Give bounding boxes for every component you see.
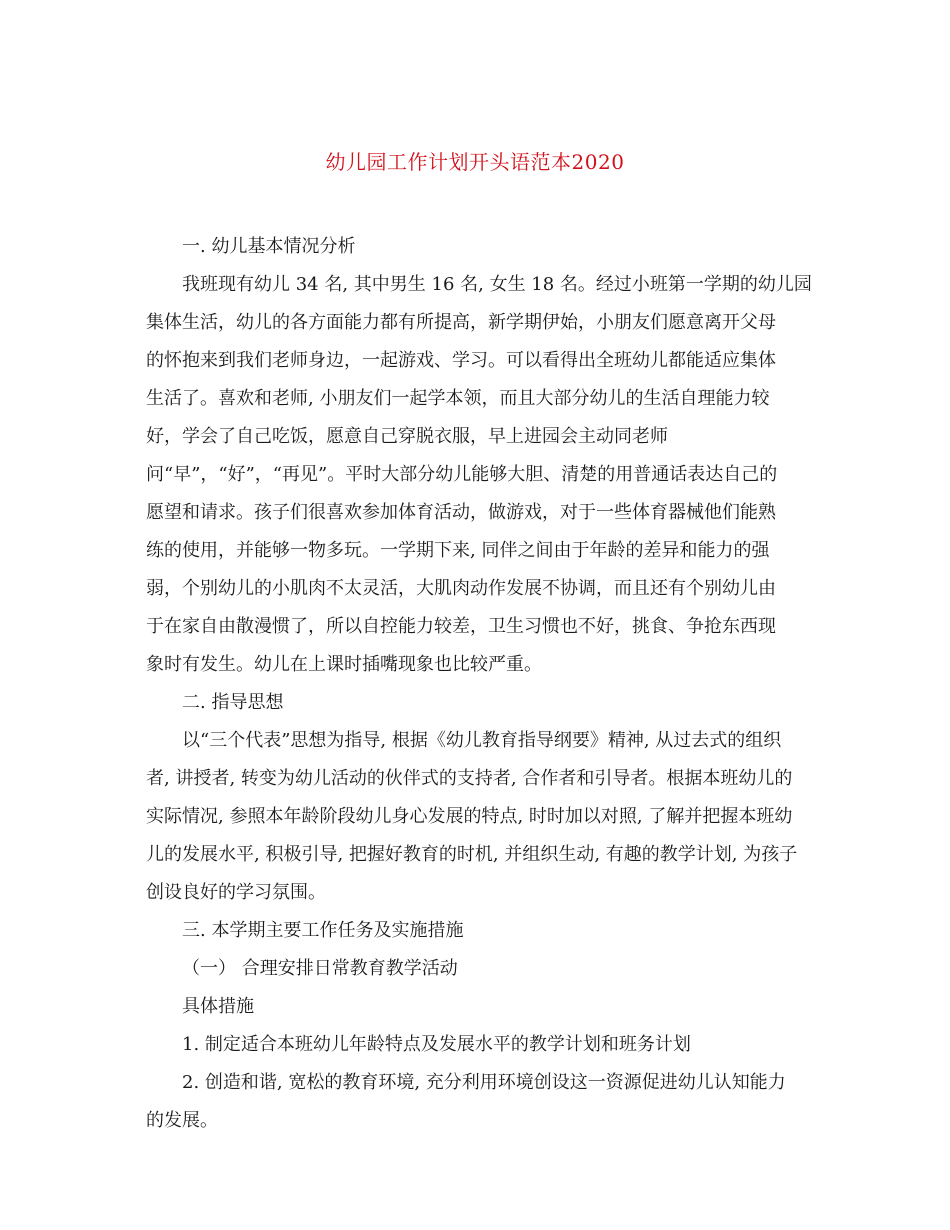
- paragraph-line: 以“三个代表”思想为指导, 根据《幼儿教育指导纲要》精神, 从过去式的组织: [182, 730, 782, 751]
- measure-item: 1. 制定适合本班幼儿年龄特点及发展水平的教学计划和班务计划: [182, 1034, 691, 1055]
- measure-item: 2. 创造和谐, 宽松的教育环境, 充分利用环境创设这一资源促进幼儿认知能力: [182, 1072, 786, 1093]
- paragraph-line: 创设良好的学习氛围。: [146, 882, 326, 903]
- section-heading-3: 三. 本学期主要工作任务及实施措施: [182, 920, 464, 941]
- paragraph-line: 象时有发生。幼儿在上课时插嘴现象也比较严重。: [146, 654, 542, 675]
- paragraph-line: 练的使用，并能够一物多玩。一学期下来, 同伴之间由于年龄的差异和能力的强: [146, 540, 770, 561]
- paragraph-line: 实际情况, 参照本年龄阶段幼儿身心发展的特点, 时时加以对照, 了解并把握本班幼: [146, 806, 793, 827]
- paragraph-line: 集体生活，幼儿的各方面能力都有所提高，新学期伊始，小朋友们愿意离开父母: [146, 312, 776, 333]
- paragraph-line: 问“早”，“好”，“再见”。平时大部分幼儿能够大胆、清楚的用普通话表达自己的: [146, 464, 778, 485]
- measures-label: 具体措施: [182, 996, 254, 1017]
- paragraph-line: 好，学会了自己吃饭，愿意自己穿脱衣服，早上进园会主动同老师: [146, 426, 668, 447]
- paragraph-line: 者, 讲授者, 转变为幼儿活动的伙伴式的支持者, 合作者和引导者。根据本班幼儿的: [146, 768, 793, 789]
- sub-heading: （一） 合理安排日常教育教学活动: [182, 958, 458, 979]
- document-title: 幼儿园工作计划开头语范本2020: [325, 150, 625, 174]
- paragraph-line: 于在家自由散漫惯了，所以自控能力较差，卫生习惯也不好，挑食、争抢东西现: [146, 616, 776, 637]
- paragraph-line: 儿的发展水平, 积极引导, 把握好教育的时机, 并组织生动, 有趣的教学计划, 为孩子: [146, 844, 798, 865]
- paragraph-line: 的怀抱来到我们老师身边，一起游戏、学习。可以看得出全班幼儿都能适应集体: [146, 350, 776, 371]
- section-heading-2: 二. 指导思想: [182, 692, 284, 713]
- document-body: [146, 232, 812, 1135]
- paragraph-line: 生活了。喜欢和老师, 小朋友们一起学本领，而且大部分幼儿的生活自理能力较: [146, 388, 770, 409]
- measure-item-continuation: 的发展。: [146, 1110, 218, 1131]
- paragraph-line: 愿望和请求。孩子们很喜欢参加体育活动，做游戏，对于一些体育器械他们能熟: [146, 502, 776, 523]
- paragraph-line: 我班现有幼儿 34 名, 其中男生 16 名, 女生 18 名。经过小班第一学期的幼儿园: [182, 274, 812, 295]
- paragraph-line: 弱，个别幼儿的小肌肉不太灵活，大肌肉动作发展不协调，而且还有个别幼儿由: [146, 578, 776, 599]
- section-heading-1: 一. 幼儿基本情况分析: [182, 236, 356, 257]
